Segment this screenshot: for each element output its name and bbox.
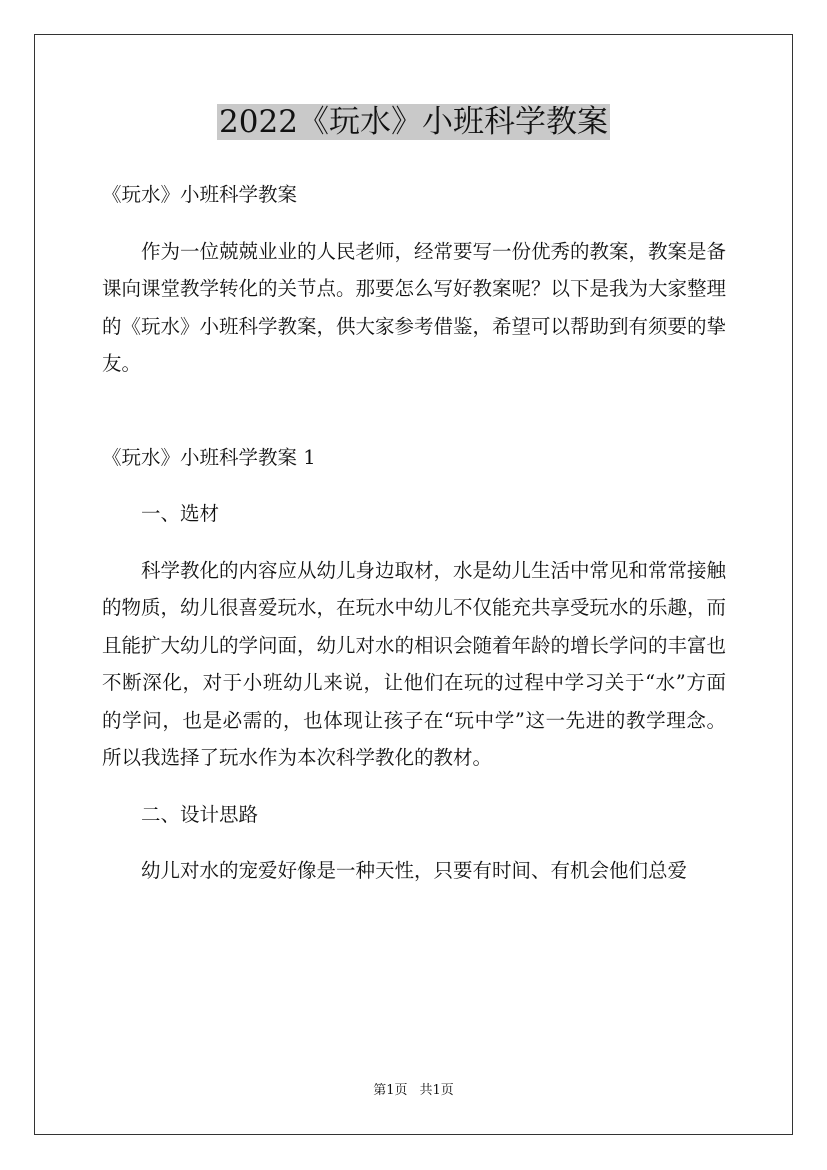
page-number: 第1页 (373, 1083, 408, 1098)
document-subtitle: 《玩水》小班科学教案 (102, 183, 298, 206)
intro-paragraph: 作为一位兢兢业业的人民老师，经常要写一份优秀的教案，教案是备课向课堂教学转化的关节点。那要怎么写好教案呢？以下是我为大家整理的《玩水》小班科学教案，供大家参考借鉴，希望可以帮助到有须要的挚友。 (102, 239, 727, 375)
part-paragraph-design: 幼儿对水的宠爱好像是一种天性，只要有时间、有机会他们总爱 (141, 859, 688, 882)
page-footer (0, 1082, 827, 1100)
document-title-text: 2022《玩水》小班科学教案 (219, 104, 608, 140)
document-title (0, 102, 827, 142)
part-paragraph-selection: 科学教化的内容应从幼儿身边取材，水是幼儿生活中常见和常常接触的物质，幼儿很喜爱玩水，在玩水中幼儿不仅能充共享受玩水的乐趣，而且能扩大幼儿的学问面，幼儿对水的相识会随着年龄的增长学问的丰富也不断深化，对于小班幼儿来说，让他们在玩的过程中学习关于“水”方面的学问，也是必需的，也体现让孩子在“玩中学”这一先进的教学理念。所以我选择了玩水作为本次科学教化的教材。 (102, 558, 727, 769)
section-heading: 《玩水》小班科学教案 1 (102, 445, 316, 469)
part-heading-selection: 一、选材 (141, 502, 220, 525)
part-heading-design: 二、设计思路 (141, 802, 259, 826)
document-body (102, 176, 726, 890)
page-total: 共1页 (419, 1083, 454, 1098)
